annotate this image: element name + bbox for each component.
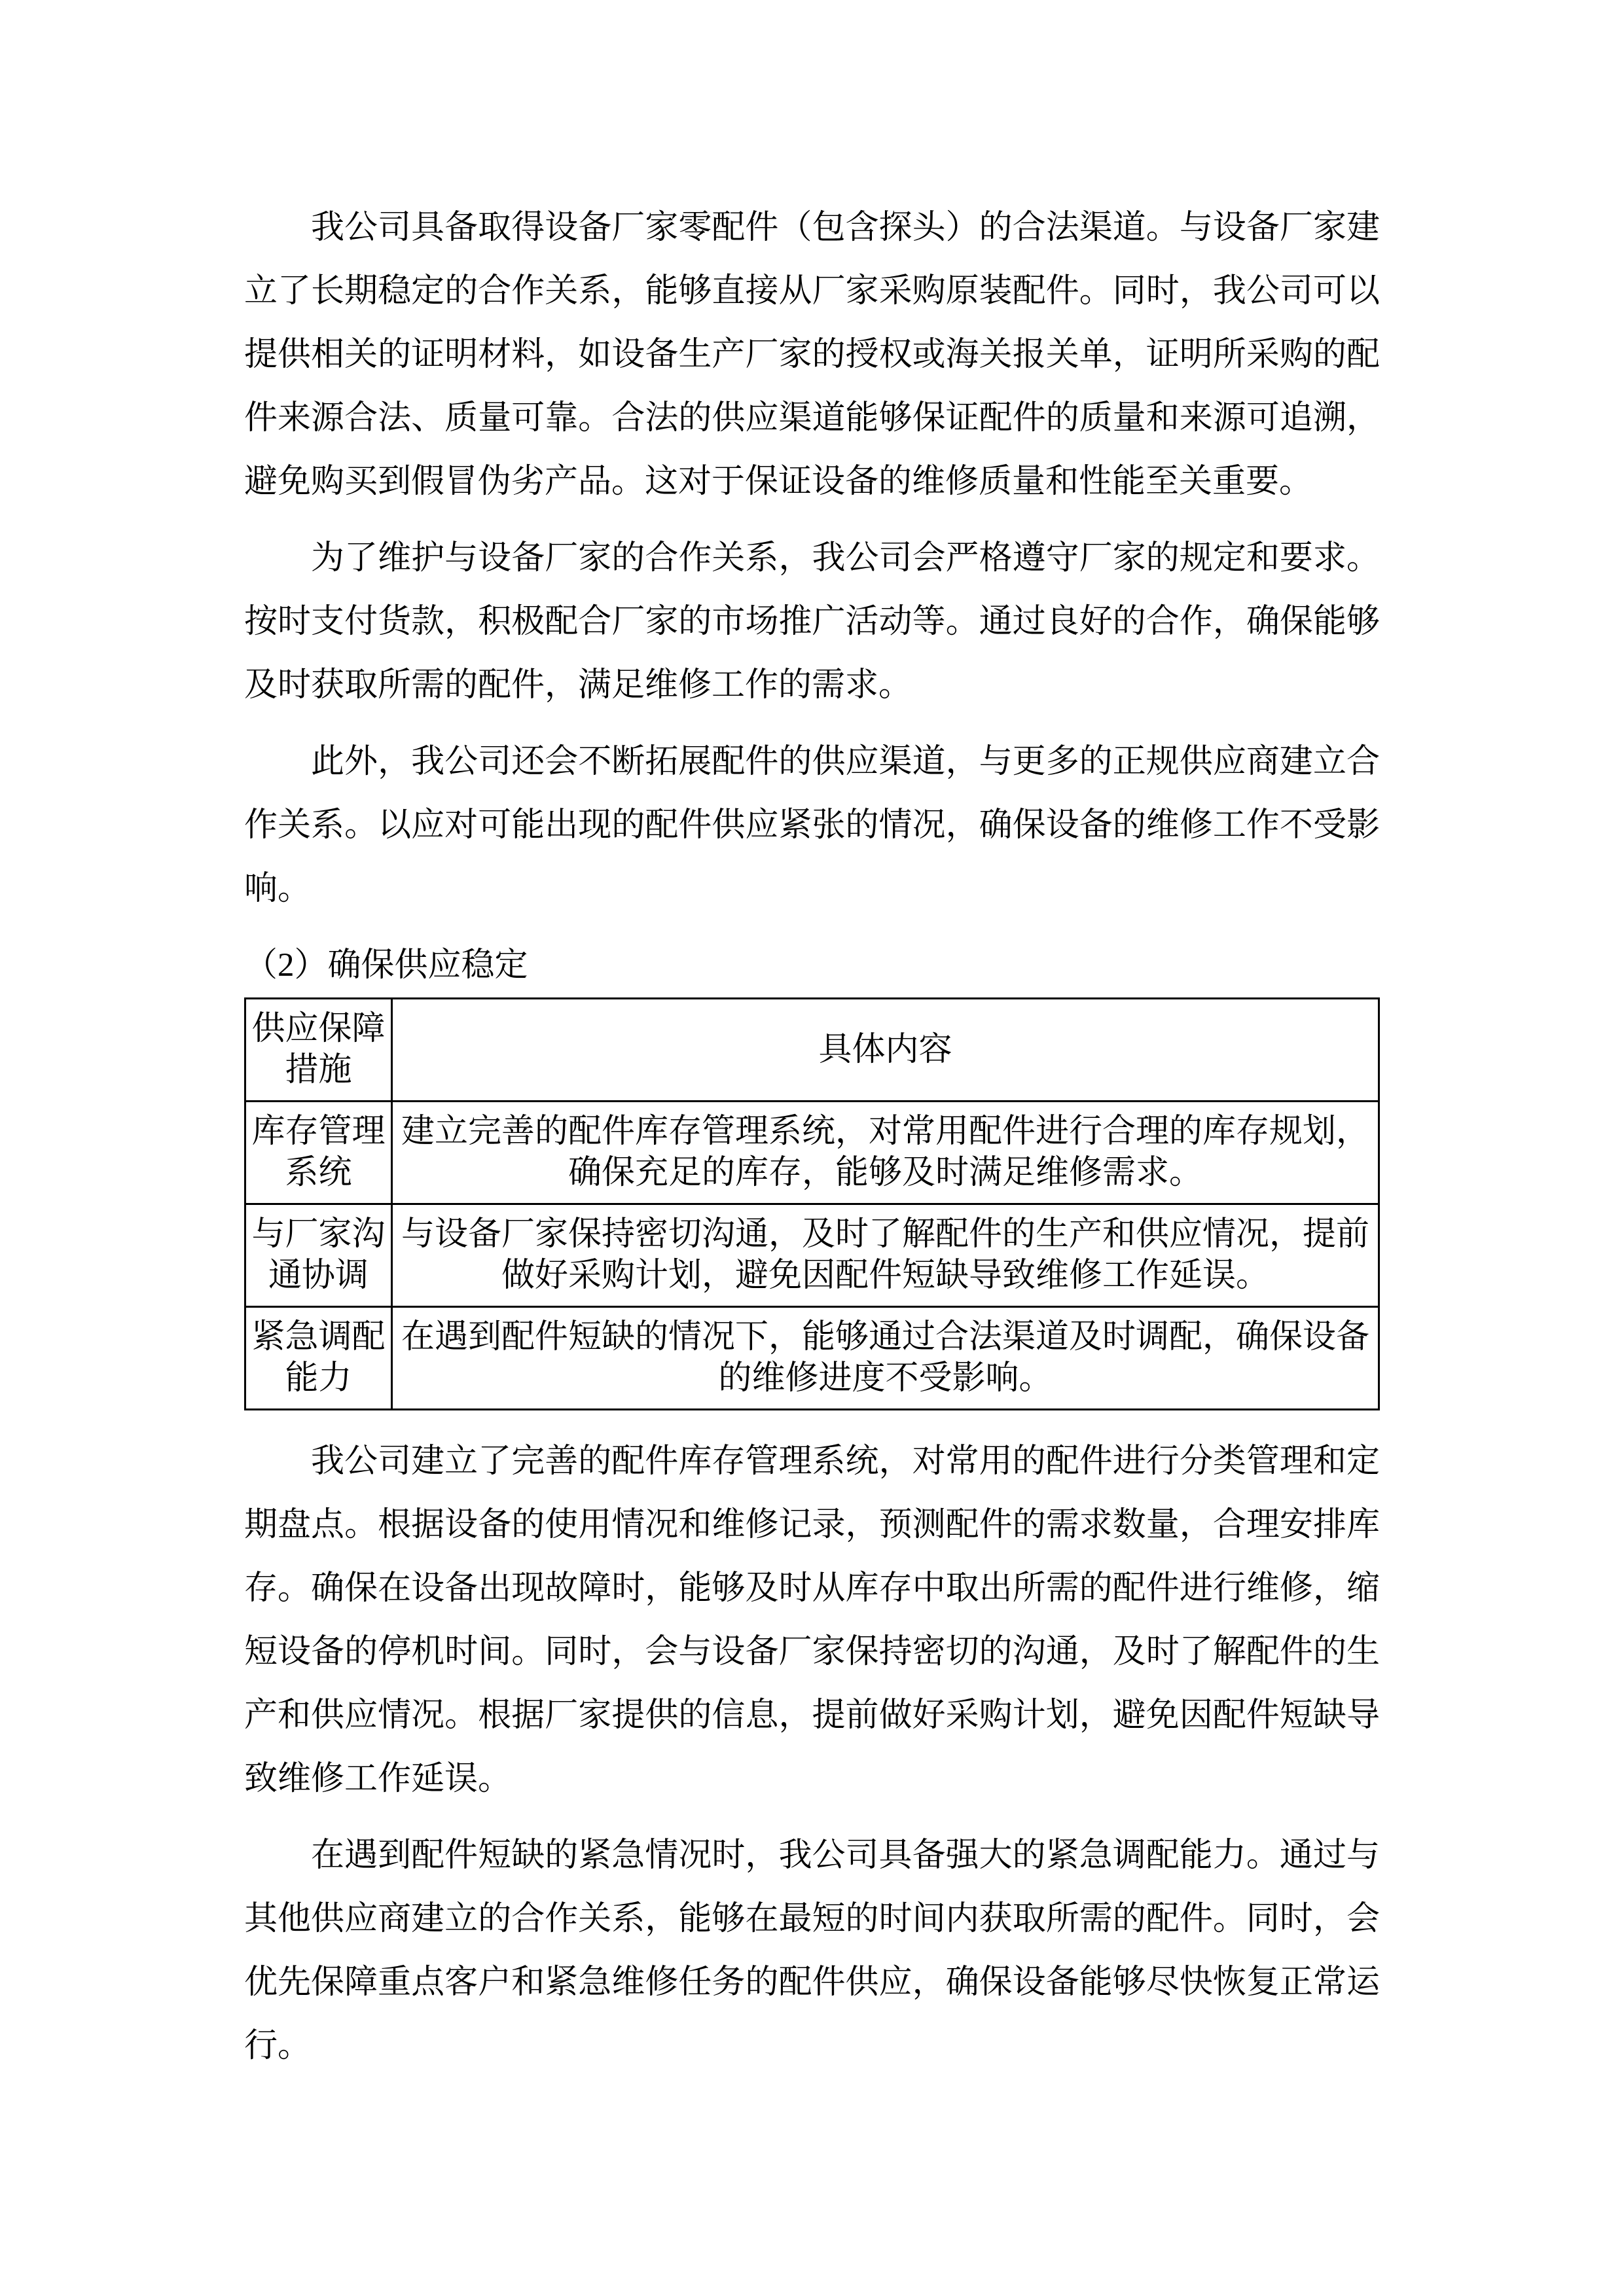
content-cell: 在遇到配件短缺的情况下，能够通过合法渠道及时调配，确保设备的维修进度不受影响。 bbox=[392, 1307, 1379, 1410]
table-row bbox=[245, 1102, 1379, 1204]
paragraph-emergency-allocation: 在遇到配件短缺的紧急情况时，我公司具备强大的紧急调配能力。通过与其他供应商建立的合作关系，能够在最短的时间内获取所需的配件。同时，会优先保障重点客户和紧急维修任务的配件供应，确保设备能够尽快恢复正常运行。 bbox=[244, 1837, 1380, 2064]
table-header-row bbox=[245, 999, 1379, 1102]
table-row bbox=[245, 1307, 1379, 1410]
paragraph-expand-suppliers: 此外，我公司还会不断拓展配件的供应渠道，与更多的正规供应商建立合作关系。以应对可能出现的配件供应紧张的情况，确保设备的维修工作不受影响。 bbox=[244, 744, 1380, 907]
supply-guarantee-table bbox=[244, 997, 1380, 1410]
page-content bbox=[244, 196, 1380, 2091]
measure-cell: 库存管理系统 bbox=[245, 1102, 392, 1204]
measure-cell: 紧急调配能力 bbox=[245, 1307, 392, 1410]
paragraph-legal-channels: 我公司具备取得设备厂家零配件（包含探头）的合法渠道。与设备厂家建立了长期稳定的合作关系，能够直接从厂家采购原装配件。同时，我公司可以提供相关的证明材料，如设备生产厂家的授权或海关报关单，证明所采购的配件来源合法、质量可靠。合法的供应渠道能够保证配件的质量和来源可追溯，避免购买到假冒伪劣产品。这对于保证设备的维修质量和性能至关重要。 bbox=[244, 209, 1380, 500]
content-cell: 与设备厂家保持密切沟通，及时了解配件的生产和供应情况，提前做好采购计划，避免因配件短缺导致维修工作延误。 bbox=[392, 1204, 1379, 1307]
section-heading: （2）确保供应稳定 bbox=[244, 947, 528, 984]
header-cell-content: 具体内容 bbox=[392, 999, 1379, 1102]
paragraph-inventory-system: 我公司建立了完善的配件库存管理系统，对常用的配件进行分类管理和定期盘点。根据设备的使用情况和维修记录，预测配件的需求数量，合理安排库存。确保在设备出现故障时，能够及时从库存中取出所需的配件进行维修，缩短设备的停机时间。同时，会与设备厂家保持密切的沟通，及时了解配件的生产和供应情况。根据厂家提供的信息，提前做好采购计划，避免因配件短缺导致维修工作延误。 bbox=[244, 1443, 1380, 1797]
measure-cell: 与厂家沟通协调 bbox=[245, 1204, 392, 1307]
content-cell: 建立完善的配件库存管理系统，对常用配件进行合理的库存规划，确保充足的库存，能够及时满足维修需求。 bbox=[392, 1102, 1379, 1204]
paragraph-manufacturer-cooperation: 为了维护与设备厂家的合作关系，我公司会严格遵守厂家的规定和要求。按时支付货款，积极配合厂家的市场推广活动等。通过良好的合作，确保能够及时获取所需的配件，满足维修工作的需求。 bbox=[244, 540, 1380, 704]
table-row bbox=[245, 1204, 1379, 1307]
header-cell-measure: 供应保障措施 bbox=[245, 999, 392, 1102]
